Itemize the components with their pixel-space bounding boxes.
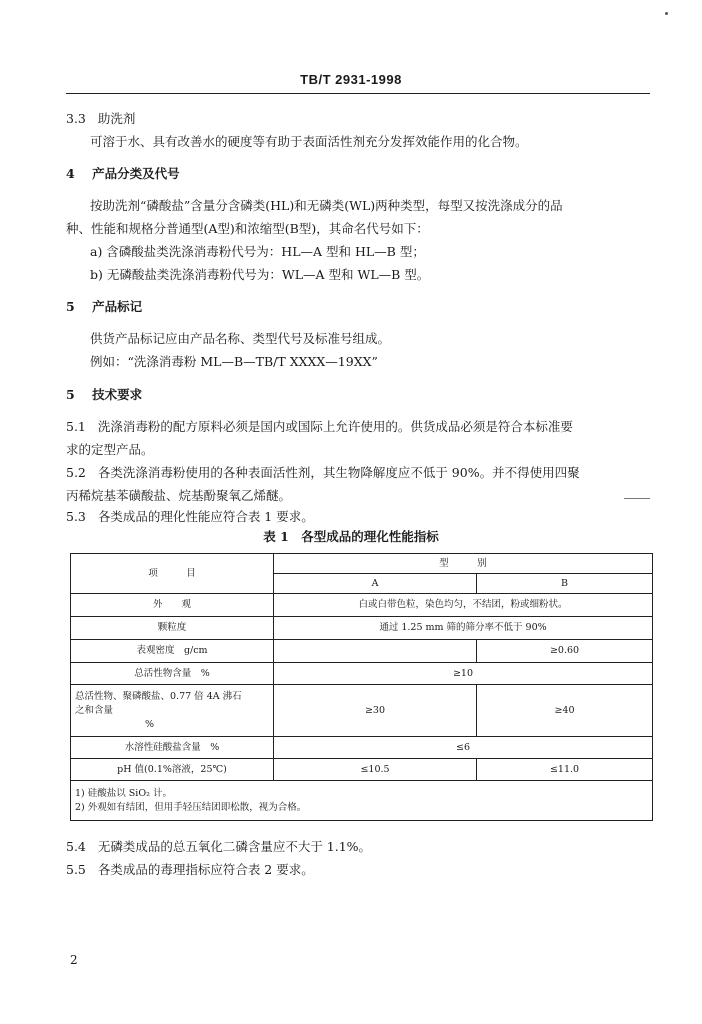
table-row [71,737,653,759]
clause-5-5 [66,861,314,879]
row-value-b: ≥40 [477,685,653,737]
clause-number: 5.2 [66,465,86,480]
row-value: 白或白带色粒，染色均匀，不结团，粉或细粉状。 [274,594,653,617]
row-value: 通过 1.25 mm 筛的筛分率不低于 90% [274,617,653,640]
clause-text: 各类成品的毒理指标应符合表 2 要求。 [97,862,314,877]
clause-5-1-line1 [66,418,573,436]
standard-code-header: TB/T 2931-1998 [300,72,402,87]
table-notes-row [71,781,653,821]
table-row [71,685,653,737]
table-1 [70,553,653,821]
row-item-multiline [71,685,274,737]
section-title: 技术要求 [92,387,143,402]
row-value-b: ≤11.0 [477,759,653,781]
table-row [71,640,653,663]
section-5-marking-line1: 供货产品标记应由产品名称、类型代号及标准号组成。 [90,331,391,346]
table-row [71,594,653,617]
header-type-b: B [477,574,653,594]
section-4-paragraph-line2: 种、性能和规格分普通型(A型)和浓缩型(B型)，其命名代号如下： [66,221,429,236]
header-rule [66,93,650,94]
clause-text: 各类洗涤消毒粉使用的各种表面活性剂，其生物降解度应不低于 90%。并不得使用四聚 [97,465,580,480]
clause-number: 5.5 [66,862,86,877]
table-1-caption: 表 1 各型成品的理化性能指标 [263,529,439,544]
section-5-tech-heading [66,386,142,404]
table-row [71,617,653,640]
clause-5-2-line1 [66,464,580,482]
clause-5-1-line2: 求的定型产品。 [66,442,154,457]
row-value-a: ≤10.5 [274,759,477,781]
row-item-unit: % [145,718,155,730]
section-number: 5 [66,387,75,402]
table-notes [71,781,653,821]
clause-number: 5.4 [66,839,86,854]
row-item: pH 值(0.1%溶液，25℃) [71,759,274,781]
row-value: ≤6 [274,737,653,759]
row-item: 表观密度 g/cm [71,640,274,663]
section-5-marking-example: 例如：“洗涤消毒粉 ML—B—TB/T XXXX—19XX” [90,354,378,369]
scan-speck [665,12,668,15]
clause-text: 各类成品的理化性能应符合表 1 要求。 [97,509,314,524]
table-row [71,759,653,781]
header-item: 项 目 [71,554,274,594]
section-4-paragraph-line1: 按助洗剂“磷酸盐”含量分含磷类(HL)和无磷类(WL)两种类型，每型又按洗涤成分的品 [90,198,563,213]
header-type: 型 别 [274,554,653,574]
row-item-line1: 总活性物、聚磷酸盐、0.77 倍 4A 沸石 [75,690,242,702]
table-header-row [71,554,653,574]
clause-number: 5.1 [66,419,86,434]
section-title: 产品分类及代号 [92,166,180,181]
section-number: 4 [66,166,75,181]
row-item: 总活性物含量 % [71,663,274,685]
clause-5-3 [66,508,314,526]
row-value-b: ≥0.60 [477,640,653,663]
margin-mark [624,498,650,499]
section-3-3-heading [66,110,135,128]
row-value-a [274,640,477,663]
row-item: 水溶性硅酸盐含量 % [71,737,274,759]
section-number: 3.3 [66,111,86,126]
header-type-a: A [274,574,477,594]
table-row [71,663,653,685]
section-5-marking-heading [66,298,142,316]
clause-5-4 [66,838,371,856]
section-number: 5 [66,299,75,314]
section-3-3-body: 可溶于水、具有改善水的硬度等有助于表面活性剂充分发挥效能作用的化合物。 [90,134,528,149]
section-4-item-b: b) 无磷酸盐类洗涤消毒粉代号为：WL—A 型和 WL—B 型。 [90,267,430,282]
table-note: 1) 硅酸盐以 SiO₂ 计。 [75,787,172,799]
clause-5-2-line2: 丙稀烷基苯磺酸盐、烷基酚聚氧乙烯醚。 [66,488,292,503]
row-item: 颗粒度 [71,617,274,640]
table-note: 2) 外观如有结团，但用手轻压结团即松散，视为合格。 [75,801,307,813]
clause-text: 无磷类成品的总五氧化二磷含量应不大于 1.1%。 [97,839,372,854]
section-title: 产品标记 [92,299,143,314]
clause-text: 洗涤消毒粉的配方原料必须是国内或国际上允许使用的。供货成品必须是符合本标准要 [97,419,573,434]
row-value-a: ≥30 [274,685,477,737]
row-item-line2: 之和含量 [75,704,114,716]
clause-number: 5.3 [66,509,86,524]
section-4-item-a: a) 含磷酸盐类洗涤消毒粉代号为：HL—A 型和 HL—B 型； [90,244,425,259]
row-value: ≥10 [274,663,653,685]
page-number: 2 [70,953,78,967]
row-item: 外 观 [71,594,274,617]
section-title: 助洗剂 [97,111,136,126]
section-4-heading [66,165,180,183]
